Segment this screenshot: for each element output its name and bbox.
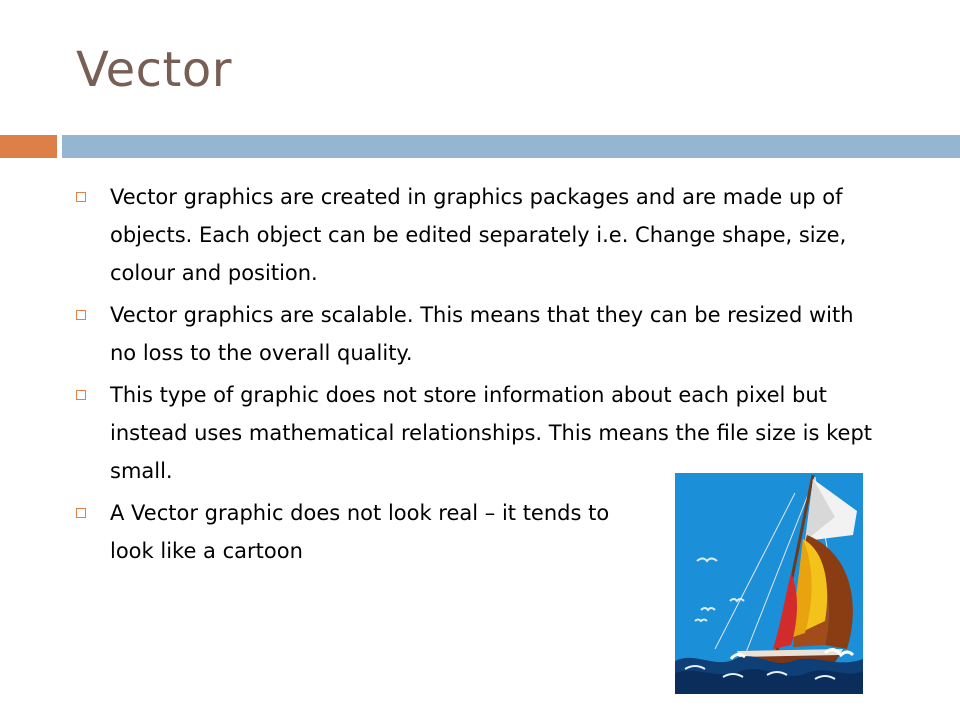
title-divider-bar: [62, 135, 960, 158]
bullet-item: [76, 494, 630, 570]
sailboat-clipart-icon: [675, 473, 863, 694]
title-accent-bar: [0, 135, 57, 158]
bullet-text: This type of graphic does not store information about each pixel but instead uses mathematical relationships. This means the file size is kept small.: [110, 383, 873, 483]
square-bullet-icon: [76, 192, 86, 202]
slide-title: Vector: [76, 42, 232, 98]
bullet-text: Vector graphics are scalable. This means that they can be resized with no loss to the overall quality.: [110, 303, 854, 365]
bullet-text: Vector graphics are created in graphics packages and are made up of objects. Each object can be edited separately i.e. Change shape, size, colour and position.: [110, 185, 847, 285]
square-bullet-icon: [76, 390, 86, 400]
square-bullet-icon: [76, 310, 86, 320]
bullet-item: [76, 296, 876, 372]
bullet-item: [76, 178, 876, 292]
bullet-text: A Vector graphic does not look real – it tends to look like a cartoon: [110, 501, 610, 563]
square-bullet-icon: [76, 508, 86, 518]
